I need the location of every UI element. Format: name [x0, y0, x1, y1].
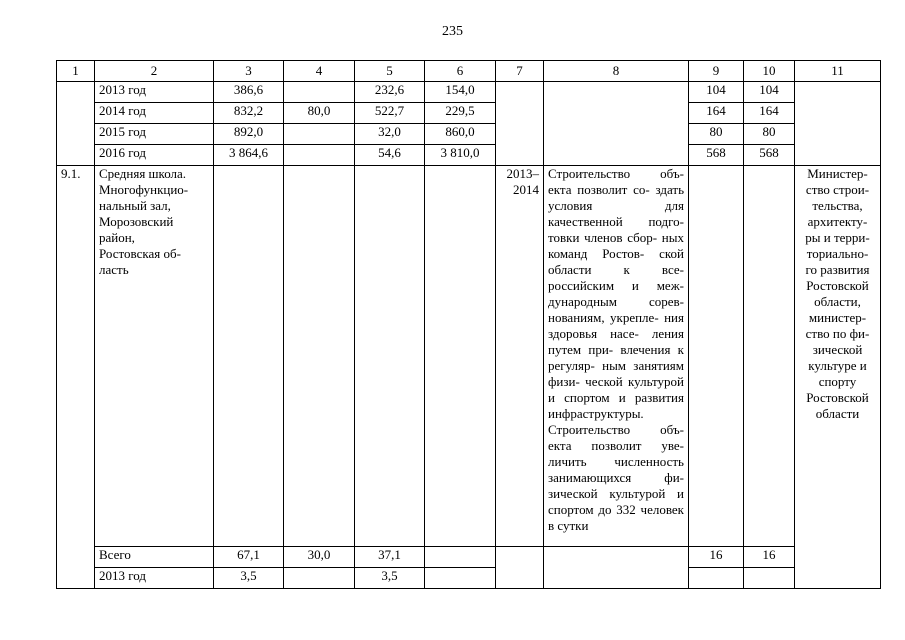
indicator-value [689, 166, 744, 547]
responsible-line: зической [812, 342, 863, 357]
item-name-line: район, [99, 230, 135, 245]
responsible-line: Министер- [807, 166, 868, 181]
page-number: 235 [442, 24, 463, 39]
total-value: 386,6 [214, 82, 284, 103]
indicator-value: 104 [689, 82, 744, 103]
effect-cell-empty [544, 82, 689, 166]
responsible-line: го развития [805, 262, 870, 277]
period-cell [496, 166, 544, 547]
indicator-value: 16 [689, 547, 744, 568]
item-name-line: Средняя школа. [99, 166, 187, 181]
table-row [57, 103, 881, 124]
responsible-line: культуре и [808, 358, 867, 373]
local-value [425, 547, 496, 568]
regional-value [355, 166, 425, 547]
regional-value: 37,1 [355, 547, 425, 568]
indicator-value [744, 568, 795, 589]
federal-value [284, 568, 355, 589]
table-row [57, 166, 881, 547]
col-header: 9 [689, 61, 744, 82]
local-value [425, 166, 496, 547]
period-cell-empty [496, 82, 544, 166]
period-line: 2013– [506, 166, 539, 181]
col-header: 6 [425, 61, 496, 82]
col-header: 5 [355, 61, 425, 82]
responsible-line: области [815, 406, 860, 421]
col-header: 2 [95, 61, 214, 82]
federal-value [284, 166, 355, 547]
item-name [95, 166, 214, 547]
total-value: 3 864,6 [214, 145, 284, 166]
total-value [214, 166, 284, 547]
indicator-value: 568 [744, 145, 795, 166]
item-name-line: Морозовский [99, 214, 174, 229]
item-name-line: ласть [99, 262, 129, 277]
responsible-line: архитекту- [807, 214, 868, 229]
regional-value: 3,5 [355, 568, 425, 589]
responsible-line: спорту [818, 374, 857, 389]
row-label: Всего [95, 547, 214, 568]
effect-cell [544, 166, 689, 547]
col-header: 1 [57, 61, 95, 82]
year-label: 2013 год [95, 82, 214, 103]
effect-paragraph-2: Строительство объ- екта позволит уве- личить численность занимающихся фи- зической культурой и спортом до 332 человек в сутки [548, 422, 684, 533]
responsible-line: ториально- [806, 246, 869, 261]
total-value: 67,1 [214, 547, 284, 568]
col-header: 7 [496, 61, 544, 82]
local-value: 3 810,0 [425, 145, 496, 166]
responsible-line: министер- [808, 310, 867, 325]
col-header: 10 [744, 61, 795, 82]
responsible-cell-empty [795, 82, 881, 166]
federal-value: 30,0 [284, 547, 355, 568]
period-line: 2014 [513, 182, 539, 197]
item-name-line: нальный зал, [99, 198, 171, 213]
col-header: 3 [214, 61, 284, 82]
total-value: 3,5 [214, 568, 284, 589]
regional-value: 32,0 [355, 124, 425, 145]
year-label: 2013 год [95, 568, 214, 589]
column-number-row [57, 61, 881, 82]
effect-paragraph-1: Строительство объ- екта позволит со- здать условия для качественной подго- товки членов сбор- ных команд Ростов- ской области к все- российским и меж- дународным сорев- нованиям, укрепле- ния здоровья насе- ления путем при- влечения к регуляр- ным занятиям физи- ческой культурой и спортом и развития инфраструктуры. [548, 166, 684, 421]
number-cell-empty [57, 82, 95, 166]
federal-value [284, 82, 355, 103]
col-header: 11 [795, 61, 881, 82]
indicator-value [744, 166, 795, 547]
item-name-line: Многофункцио- [99, 182, 189, 197]
table-row [57, 124, 881, 145]
table-row [57, 547, 881, 568]
period-cell-empty [496, 547, 544, 589]
local-value: 229,5 [425, 103, 496, 124]
responsible-line: области, [814, 294, 861, 309]
effect-cell-empty [544, 547, 689, 589]
year-label: 2015 год [95, 124, 214, 145]
indicator-value: 80 [689, 124, 744, 145]
indicator-value: 164 [689, 103, 744, 124]
responsible-line: тельства, [812, 198, 863, 213]
indicator-value [689, 568, 744, 589]
total-value: 832,2 [214, 103, 284, 124]
year-label: 2014 год [95, 103, 214, 124]
local-value: 154,0 [425, 82, 496, 103]
responsible-cell [795, 166, 881, 589]
indicator-value: 164 [744, 103, 795, 124]
table-row [57, 568, 881, 589]
year-label: 2016 год [95, 145, 214, 166]
local-value [425, 568, 496, 589]
local-value: 860,0 [425, 124, 496, 145]
table-row [57, 145, 881, 166]
responsible-line: ство по фи- [805, 326, 870, 341]
regional-value: 522,7 [355, 103, 425, 124]
responsible-line: ство строи- [805, 182, 870, 197]
item-name-line: Ростовская об- [99, 246, 181, 261]
col-header: 8 [544, 61, 689, 82]
responsible-line: Ростовской [806, 390, 869, 405]
indicator-value: 80 [744, 124, 795, 145]
responsible-line: ры и терри- [805, 230, 870, 245]
indicator-value: 16 [744, 547, 795, 568]
federal-value [284, 145, 355, 166]
indicator-value: 104 [744, 82, 795, 103]
responsible-line: Ростовской [806, 278, 869, 293]
col-header: 4 [284, 61, 355, 82]
total-value: 892,0 [214, 124, 284, 145]
table-row [57, 82, 881, 103]
program-table [56, 60, 881, 589]
federal-value: 80,0 [284, 103, 355, 124]
indicator-value: 568 [689, 145, 744, 166]
regional-value: 54,6 [355, 145, 425, 166]
federal-value [284, 124, 355, 145]
item-number: 9.1. [57, 166, 95, 589]
regional-value: 232,6 [355, 82, 425, 103]
